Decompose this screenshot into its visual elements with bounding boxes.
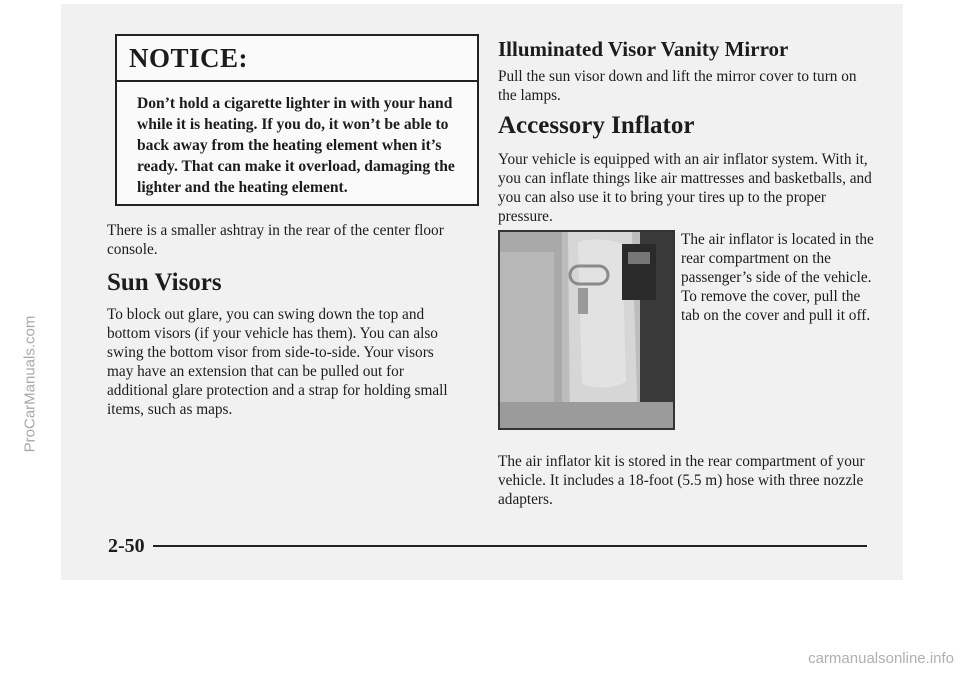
side-watermark [10,0,50,676]
side-watermark-text: ProCarManuals.com [21,315,39,453]
vanity-mirror-heading: Illuminated Visor Vanity Mirror [498,37,789,61]
vanity-mirror-paragraph: Pull the sun visor down and lift the mirror cover to turn on the lamps. [498,68,857,104]
notice-header [117,36,477,82]
notice-title: NOTICE: [129,42,249,73]
footer-rule [153,545,867,547]
accessory-inflator-paragraph: Your vehicle is equipped with an air inflator system. With it, you can inflate things like air mattresses and basketballs, and you can also use it to bring your tires up to the proper pressure. [498,151,872,225]
footer-watermark: carmanualsonline.info [808,650,954,667]
inflator-compartment-photo [498,230,675,430]
sun-visors-heading: Sun Visors [107,269,222,296]
notice-box [115,34,479,206]
sun-visors-paragraph: To block out glare, you can swing down the top and bottom visors (if your vehicle has them). You can also swing the bottom visor from side-to-side. Your visors may have an extension that can be pulled out for additional glare protection and a strap for holding small items, such as maps. [107,306,448,418]
page-number: 2-50 [108,535,145,557]
inflator-location-paragraph: The air inflator is located in the rear compartment on the passenger’s side of the vehicle. To remove the cover, pull the tab on the cover and pull it off. [681,231,874,324]
notice-body: Don’t hold a cigarette lighter in with your hand while it is heating. If you do, it won’t be able to back away from the heating element when it’s ready. That can make it overload, damaging the lighter and the heating element. [137,95,455,196]
inflator-kit-paragraph: The air inflator kit is stored in the rear compartment of your vehicle. It includes a 18-foot (5.5 m) hose with three nozzle adapters. [498,453,865,508]
ashtray-paragraph: There is a smaller ashtray in the rear of the center floor console. [107,222,444,258]
manual-page [61,4,903,580]
accessory-inflator-heading: Accessory Inflator [498,112,695,139]
